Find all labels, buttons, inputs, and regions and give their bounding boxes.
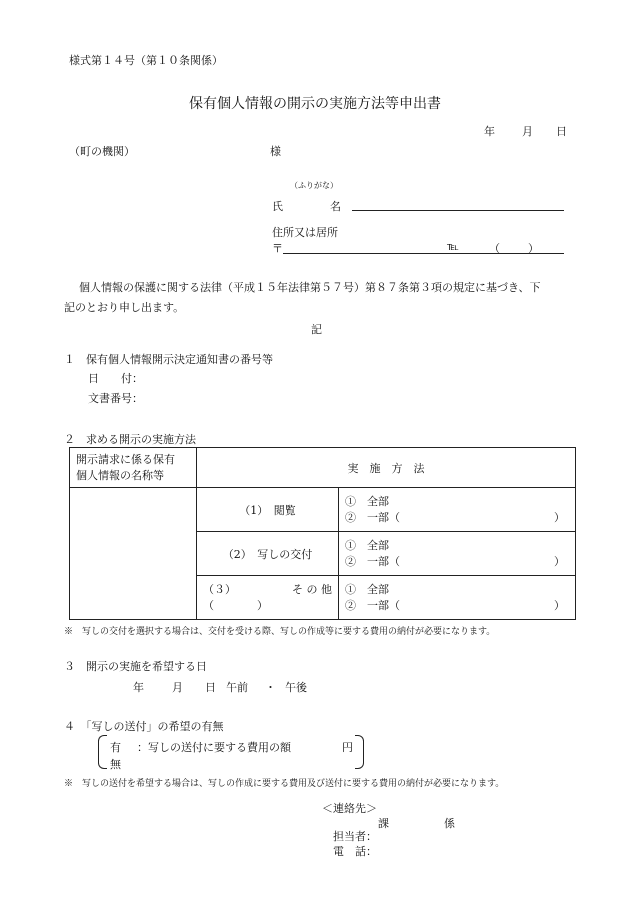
name-label-shi: 氏 — [272, 200, 283, 213]
option-yes[interactable]: 有 — [110, 741, 121, 754]
option-partial[interactable]: ② 一部（ — [345, 554, 400, 568]
section1-heading: １ 保有個人情報開示決定通知書の番号等 — [64, 353, 273, 366]
name-underline — [352, 210, 564, 211]
method-other-options: ① 全部 ② 一部（ ） — [339, 576, 576, 620]
document-title: 保有個人情報の開示の実施方法等申出書 — [189, 96, 441, 112]
tel-open-paren: （ — [489, 242, 500, 255]
option-partial[interactable]: ② 一部（ — [345, 510, 400, 524]
tel-close-paren: ） — [528, 242, 539, 255]
section1-date-label: 日 付： — [88, 372, 143, 385]
contact-ka: 課 — [378, 817, 389, 830]
am-pm-separator: ・ — [265, 681, 276, 694]
method-copy-options: ① 全部 ② 一部（ ） — [339, 532, 576, 576]
method-view-options: ① 全部 ② 一部（ ） — [339, 488, 576, 532]
option-all[interactable]: ① 全部 — [345, 494, 389, 508]
addressee-honorific: 様 — [270, 145, 281, 158]
preferred-month: 月 — [172, 681, 183, 694]
contact-phone-label: 電 話： — [333, 845, 377, 858]
section3-heading: ３ 開示の実施を希望する日 — [64, 660, 207, 673]
intro-line-1: 個人情報の保護に関する法律（平成１５年法律第５７号）第８７条第３項の規定に基づき、下 — [79, 281, 541, 294]
option-no[interactable]: 無 — [110, 758, 121, 771]
option-all[interactable]: ① 全部 — [345, 582, 389, 596]
option-pm[interactable]: 午後 — [285, 681, 307, 694]
method-other: （３） そ の 他 （ ） — [197, 576, 339, 620]
contact-kakari: 係 — [444, 817, 455, 830]
name-label-mei: 名 — [330, 200, 341, 213]
table-header-method: 実 施 方 法 — [197, 448, 576, 488]
furigana-label: （ふりがな） — [290, 181, 338, 190]
addressee-org: （町の機関） — [69, 145, 135, 158]
disclosure-method-table — [69, 447, 576, 620]
bracket-right — [355, 735, 364, 769]
option-am[interactable]: 午前 — [226, 681, 248, 694]
form-number: 様式第１４号（第１０条関係） — [69, 54, 223, 67]
intro-line-2: 記のとおり申し出ます。 — [64, 301, 185, 314]
section2-note: ※ 写しの交付を選択する場合は、交付を受ける際、写しの作成等に要する費用の納付が必要になります。 — [64, 627, 496, 637]
date-year: 年 — [484, 125, 495, 138]
bracket-left — [98, 735, 107, 769]
ki-label: 記 — [311, 323, 322, 336]
postal-mark: 〒 — [272, 242, 283, 255]
info-name-cell[interactable] — [70, 488, 197, 620]
preferred-year: 年 — [133, 681, 144, 694]
contact-person-label: 担当者： — [333, 830, 377, 843]
address-underline — [283, 253, 564, 254]
address-label: 住所又は居所 — [272, 226, 338, 239]
section1-doc-label: 文書番号： — [88, 392, 143, 405]
tel-mark: ℡ — [447, 240, 459, 253]
preferred-day: 日 — [205, 681, 216, 694]
section2-heading: ２ 求める開示の実施方法 — [64, 433, 196, 446]
date-month: 月 — [522, 125, 533, 138]
method-copy-delivery: （2） 写しの交付 — [197, 532, 339, 576]
section4-note: ※ 写しの送付を希望する場合は、写しの作成に要する費用及び送付に要する費用の納付が必要になります。 — [64, 779, 505, 789]
date-day: 日 — [556, 125, 567, 138]
yen-label: 円 — [342, 741, 353, 754]
table-header-info-name: 開示請求に係る保有 個人情報の名称等 — [70, 448, 197, 488]
option-all[interactable]: ① 全部 — [345, 538, 389, 552]
section4-heading: ４ 「写しの送付」の希望の有無 — [64, 720, 224, 733]
option-partial[interactable]: ② 一部（ — [345, 598, 400, 612]
method-view: （1） 閲覧 — [197, 488, 339, 532]
copy-fee-label: ：写しの送付に要する費用の額 — [137, 741, 291, 754]
contact-heading: ＜連絡先＞ — [322, 802, 377, 815]
